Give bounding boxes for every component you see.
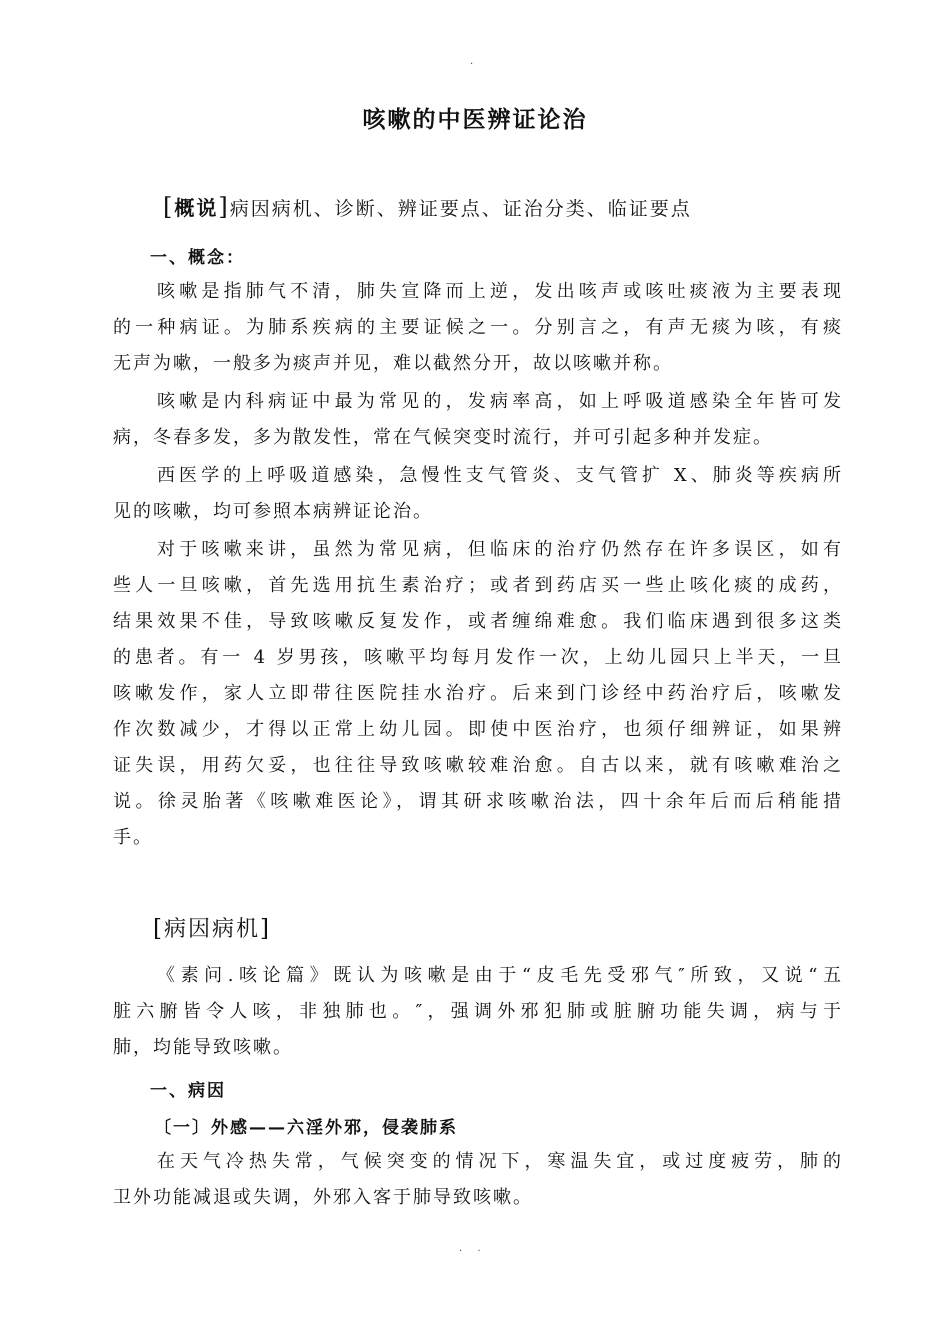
etiology-bracket-close: ] <box>260 916 271 942</box>
text-line: 无声为嗽，一般多为痰声并见，难以截然分开，故以咳嗽并称。 <box>113 353 673 374</box>
etiology-label: 病因病机 <box>163 917 260 942</box>
header-mark: . <box>470 56 474 67</box>
text-line: 的患者。有一 4 岁男孩，咳嗽平均每月发作一次，上幼儿园只上半天，一旦 <box>113 647 843 668</box>
external-cause-paragraph <box>113 1144 843 1216</box>
text-line: 在天气冷热失常，气候突变的情况下，寒温失宜，或过度疲劳，肺的 <box>157 1151 843 1172</box>
text-line: 咳嗽是内科病证中最为常见的，发病率高，如上呼吸道感染全年皆可发 <box>157 391 843 412</box>
overview-bracket-close: ] <box>218 193 230 221</box>
overview-text: 病因病机、诊断、辨证要点、证治分类、临证要点 <box>229 198 692 220</box>
concept-heading: 一、概念： <box>150 248 245 268</box>
text-line: 说。徐灵胎著《咳嗽难医论》，谓其研求咳嗽治法，四十余年后而后稍能措 <box>113 791 843 812</box>
concept-paragraph-3 <box>113 458 843 530</box>
text-line: 卫外功能减退或失调，外邪入客于肺导致咳嗽。 <box>113 1187 533 1208</box>
document-title: 咳嗽的中医辨证论治 <box>362 107 588 133</box>
overview-line <box>163 192 692 221</box>
concept-paragraph-2 <box>113 384 843 456</box>
text-line: 肺，均能导致咳嗽。 <box>113 1037 293 1058</box>
text-line: 些人一旦咳嗽，首先选用抗生素治疗；或者到药店买一些止咳化痰的成药， <box>113 575 843 596</box>
etiology-intro-paragraph <box>113 958 843 1066</box>
etiology-bracket-open: [ <box>153 916 164 942</box>
concept-paragraph-1 <box>113 274 843 382</box>
overview-bracket-open: [ <box>163 193 175 221</box>
text-line: 脏六腑皆令人咳，非独肺也。″，强调外邪犯肺或脏腑功能失调，病与于 <box>113 1001 843 1022</box>
text-line: 手。 <box>113 827 153 848</box>
text-line: 见的咳嗽，均可参照本病辨证论治。 <box>113 501 433 522</box>
concept-paragraph-4 <box>113 532 843 856</box>
text-line: 病，冬春多发，多为散发性，常在气候突变时流行，并可引起多种并发症。 <box>113 427 773 448</box>
text-line: 西医学的上呼吸道感染，急慢性支气管炎、支气管扩 X、肺炎等疾病所 <box>157 465 843 486</box>
external-cause-heading: 〔一〕外感——六淫外邪，侵袭肺系 <box>154 1118 458 1138</box>
overview-label: 概说 <box>174 196 219 220</box>
text-line: 结果效果不佳，导致咳嗽反复发作，或者缠绵难愈。我们临床遇到很多这类 <box>113 611 843 632</box>
text-line: 作次数减少，才得以正常上幼儿园。即使中医治疗，也须仔细辨证，如果辨 <box>113 719 843 740</box>
text-line: 咳嗽发作，家人立即带往医院挂水治疗。后来到门诊经中药治疗后，咳嗽发 <box>113 683 843 704</box>
text-line: 《素问.咳论篇》既认为咳嗽是由于“皮毛先受邪气″所致，又说“五 <box>157 965 843 986</box>
text-line: 证失误，用药欠妥，也往往导致咳嗽较难治愈。自古以来，就有咳嗽难治之 <box>113 755 843 776</box>
footer-mark: . . <box>459 1243 487 1254</box>
text-line: 咳嗽是指肺气不清，肺失宣降而上逆，发出咳声或咳吐痰液为主要表现 <box>157 281 843 302</box>
text-line: 对于咳嗽来讲，虽然为常见病，但临床的治疗仍然存在许多误区，如有 <box>157 539 843 560</box>
etiology-heading <box>153 912 271 943</box>
cause-heading: 一、病因 <box>150 1081 226 1101</box>
text-line: 的一种病证。为肺系疾病的主要证候之一。分别言之，有声无痰为咳，有痰 <box>113 317 843 338</box>
